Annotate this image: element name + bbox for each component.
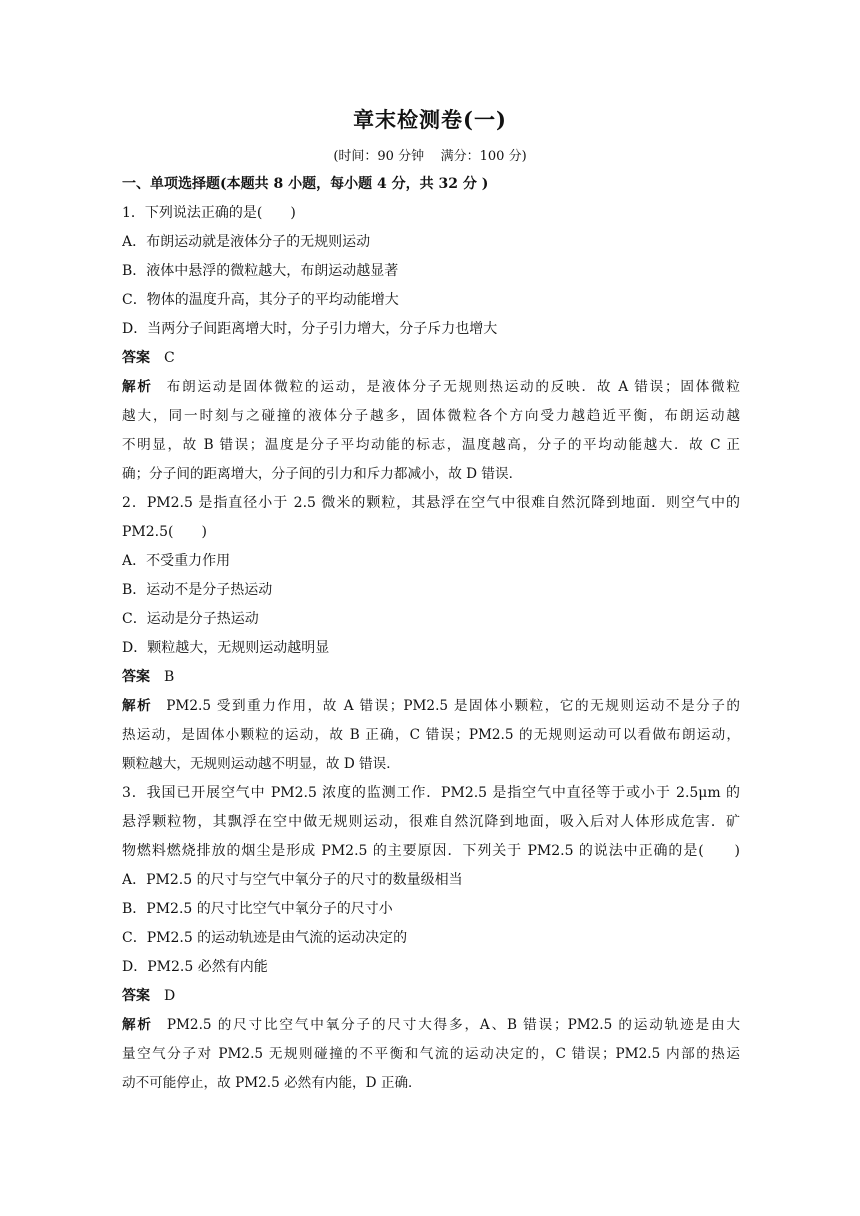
question-3-explanation-line-1: [122, 1011, 740, 1040]
question-1-option-b: B．液体中悬浮的微粒越大，布朗运动越显著: [122, 263, 399, 279]
question-1-explanation-line-3: 不明显，故 B 错误；温度是分子平均动能的标志，温度越高，分子的平均动能越大．故 C 正: [122, 437, 740, 453]
question-1-option-d: D．当两分子间距离增大时，分子引力增大，分子斥力也增大: [122, 321, 498, 337]
question-2-stem-line-2: PM2.5( ): [122, 524, 207, 540]
question-3-stem-line-1: 3．我国已开展空气中 PM2.5 浓度的监测工作．PM2.5 是指空气中直径等于或小于 2.5μm 的: [122, 785, 740, 801]
question-2-option-c: C．运动是分子热运动: [122, 611, 259, 627]
question-2-stem-line-1: 2．PM2.5 是指直径小于 2.5 微米的颗粒，其悬浮在空气中很难自然沉降到地面．则空气中的: [122, 495, 740, 511]
question-3-explanation-text: PM2.5 的尺寸比空气中氧分子的尺寸大得多，A、B 错误；PM2.5 的运动轨迹是由大: [166, 1017, 740, 1033]
question-1-explanation-line-4: 确；分子间的距离增大，分子间的引力和斥力都减小，故 D 错误．: [122, 466, 523, 482]
section-heading: 一、单项选择题(本题共 8 小题，每小题 4 分，共 32 分 ): [122, 176, 489, 192]
answer-label: 答案: [122, 988, 150, 1004]
question-3-option-d: D．PM2.5 必然有内能: [122, 959, 268, 975]
question-3-explanation-line-2: 量空气分子对 PM2.5 无规则碰撞的不平衡和气流的运动决定的，C 错误；PM2.5 内部的热运: [122, 1046, 740, 1062]
question-3-answer: [122, 982, 740, 1011]
question-3-option-b: B．PM2.5 的尺寸比空气中氧分子的尺寸小: [122, 901, 393, 917]
question-1-explanation-text: 布朗运动是固体微粒的运动，是液体分子无规则热运动的反映．故 A 错误；固体微粒: [166, 379, 740, 395]
question-3-answer-value: D: [164, 988, 176, 1004]
page-title: 章末检测卷(一): [353, 107, 507, 132]
question-3-stem-line-3: 物燃料燃烧排放的烟尘是形成 PM2.5 的主要原因．下列关于 PM2.5 的说法中正确的是( ): [122, 843, 740, 859]
question-2-answer-value: B: [164, 669, 175, 685]
question-2-explanation-line-1: [122, 692, 740, 721]
question-1-explanation-line-1: [122, 373, 740, 402]
question-1-answer-value: C: [164, 350, 175, 366]
question-2-option-d: D．颗粒越大，无规则运动越明显: [122, 640, 330, 656]
question-1-option-a: A．布朗运动就是液体分子的无规则运动: [122, 234, 371, 250]
question-2-explanation-line-2: 热运动，是固体小颗粒的运动，故 B 正确，C 错误；PM2.5 的无规则运动可以看做布朗运动，: [122, 727, 740, 743]
question-2-explanation-line-3: 颗粒越大，无规则运动越不明显，故 D 错误．: [122, 756, 400, 772]
question-1-option-c: C．物体的温度升高，其分子的平均动能增大: [122, 292, 399, 308]
question-1-explanation-line-2: 越大，同一时刻与之碰撞的液体分子越多，固体微粒各个方向受力越趋近平衡，布朗运动越: [122, 408, 740, 424]
question-2-option-a: A．不受重力作用: [122, 553, 231, 569]
answer-label: 答案: [122, 669, 150, 685]
answer-label: 答案: [122, 350, 150, 366]
page-content: [122, 170, 740, 1098]
explanation-label: 解析: [122, 1017, 153, 1033]
question-3-option-c: C．PM2.5 的运动轨迹是由气流的运动决定的: [122, 930, 408, 946]
question-3-option-a: A．PM2.5 的尺寸与空气中氧分子的尺寸的数量级相当: [122, 872, 463, 888]
question-2-explanation-text: PM2.5 受到重力作用，故 A 错误；PM2.5 是固体小颗粒，它的无规则运动不是分子的: [166, 698, 740, 714]
question-1-answer: [122, 344, 740, 373]
explanation-label: 解析: [122, 698, 153, 714]
explanation-label: 解析: [122, 379, 153, 395]
question-3-stem-line-2: 悬浮颗粒物，其飘浮在空中做无规则运动，很难自然沉降到地面，吸入后对人体形成危害．矿: [122, 814, 740, 830]
question-3-explanation-line-3: 动不可能停止，故 PM2.5 必然有内能，D 正确．: [122, 1075, 422, 1091]
page-subtitle: (时间：90 分钟 满分：100 分): [333, 149, 527, 164]
question-1-stem: 1．下列说法正确的是( ): [122, 205, 296, 221]
question-2-option-b: B．运动不是分子热运动: [122, 582, 273, 598]
question-2-answer: [122, 663, 740, 692]
